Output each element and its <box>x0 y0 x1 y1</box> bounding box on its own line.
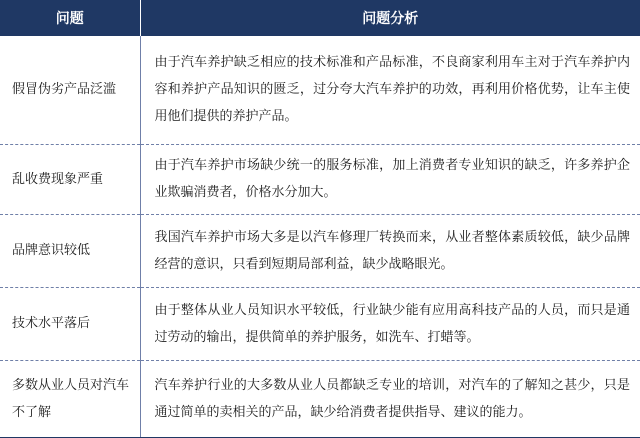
table-row <box>0 214 640 287</box>
analysis-cell: 由于整体从业人员知识水平较低，行业缺少能有应用高科技产品的人员，而只是通过劳动的输出，提供简单的养护服务，如洗车、打蜡等。 <box>140 287 640 360</box>
problem-cell: 乱收费现象严重 <box>0 144 140 214</box>
analysis-cell: 由于汽车养护缺乏相应的技术标准和产品标准，不良商家利用车主对于汽车养护内容和养护产品知识的匮乏，过分夸大汽车养护的功效，再利用价格优势，让车主使用他们提供的养护产品。 <box>140 36 640 144</box>
problem-cell: 多数从业人员对汽车不了解 <box>0 360 140 437</box>
table-row <box>0 36 640 144</box>
problem-cell: 假冒伪劣产品泛滥 <box>0 36 140 144</box>
table-header-row <box>0 0 640 36</box>
header-analysis: 问题分析 <box>140 0 640 36</box>
problem-cell: 品牌意识较低 <box>0 214 140 287</box>
table-row <box>0 360 640 437</box>
table-row <box>0 287 640 360</box>
table-row <box>0 144 640 214</box>
analysis-cell: 汽车养护行业的大多数从业人员都缺乏专业的培训，对汽车的了解知之甚少，只是通过简单的卖相关的产品，缺少给消费者提供指导、建议的能力。 <box>140 360 640 437</box>
analysis-cell: 我国汽车养护市场大多是以汽车修理厂转换而来，从业者整体素质较低，缺少品牌经营的意识，只看到短期局部利益，缺少战略眼光。 <box>140 214 640 287</box>
analysis-cell: 由于汽车养护市场缺少统一的服务标准，加上消费者专业知识的缺乏，许多养护企业欺骗消费者，价格水分加大。 <box>140 144 640 214</box>
header-problem: 问题 <box>0 0 140 36</box>
problem-cell: 技术水平落后 <box>0 287 140 360</box>
